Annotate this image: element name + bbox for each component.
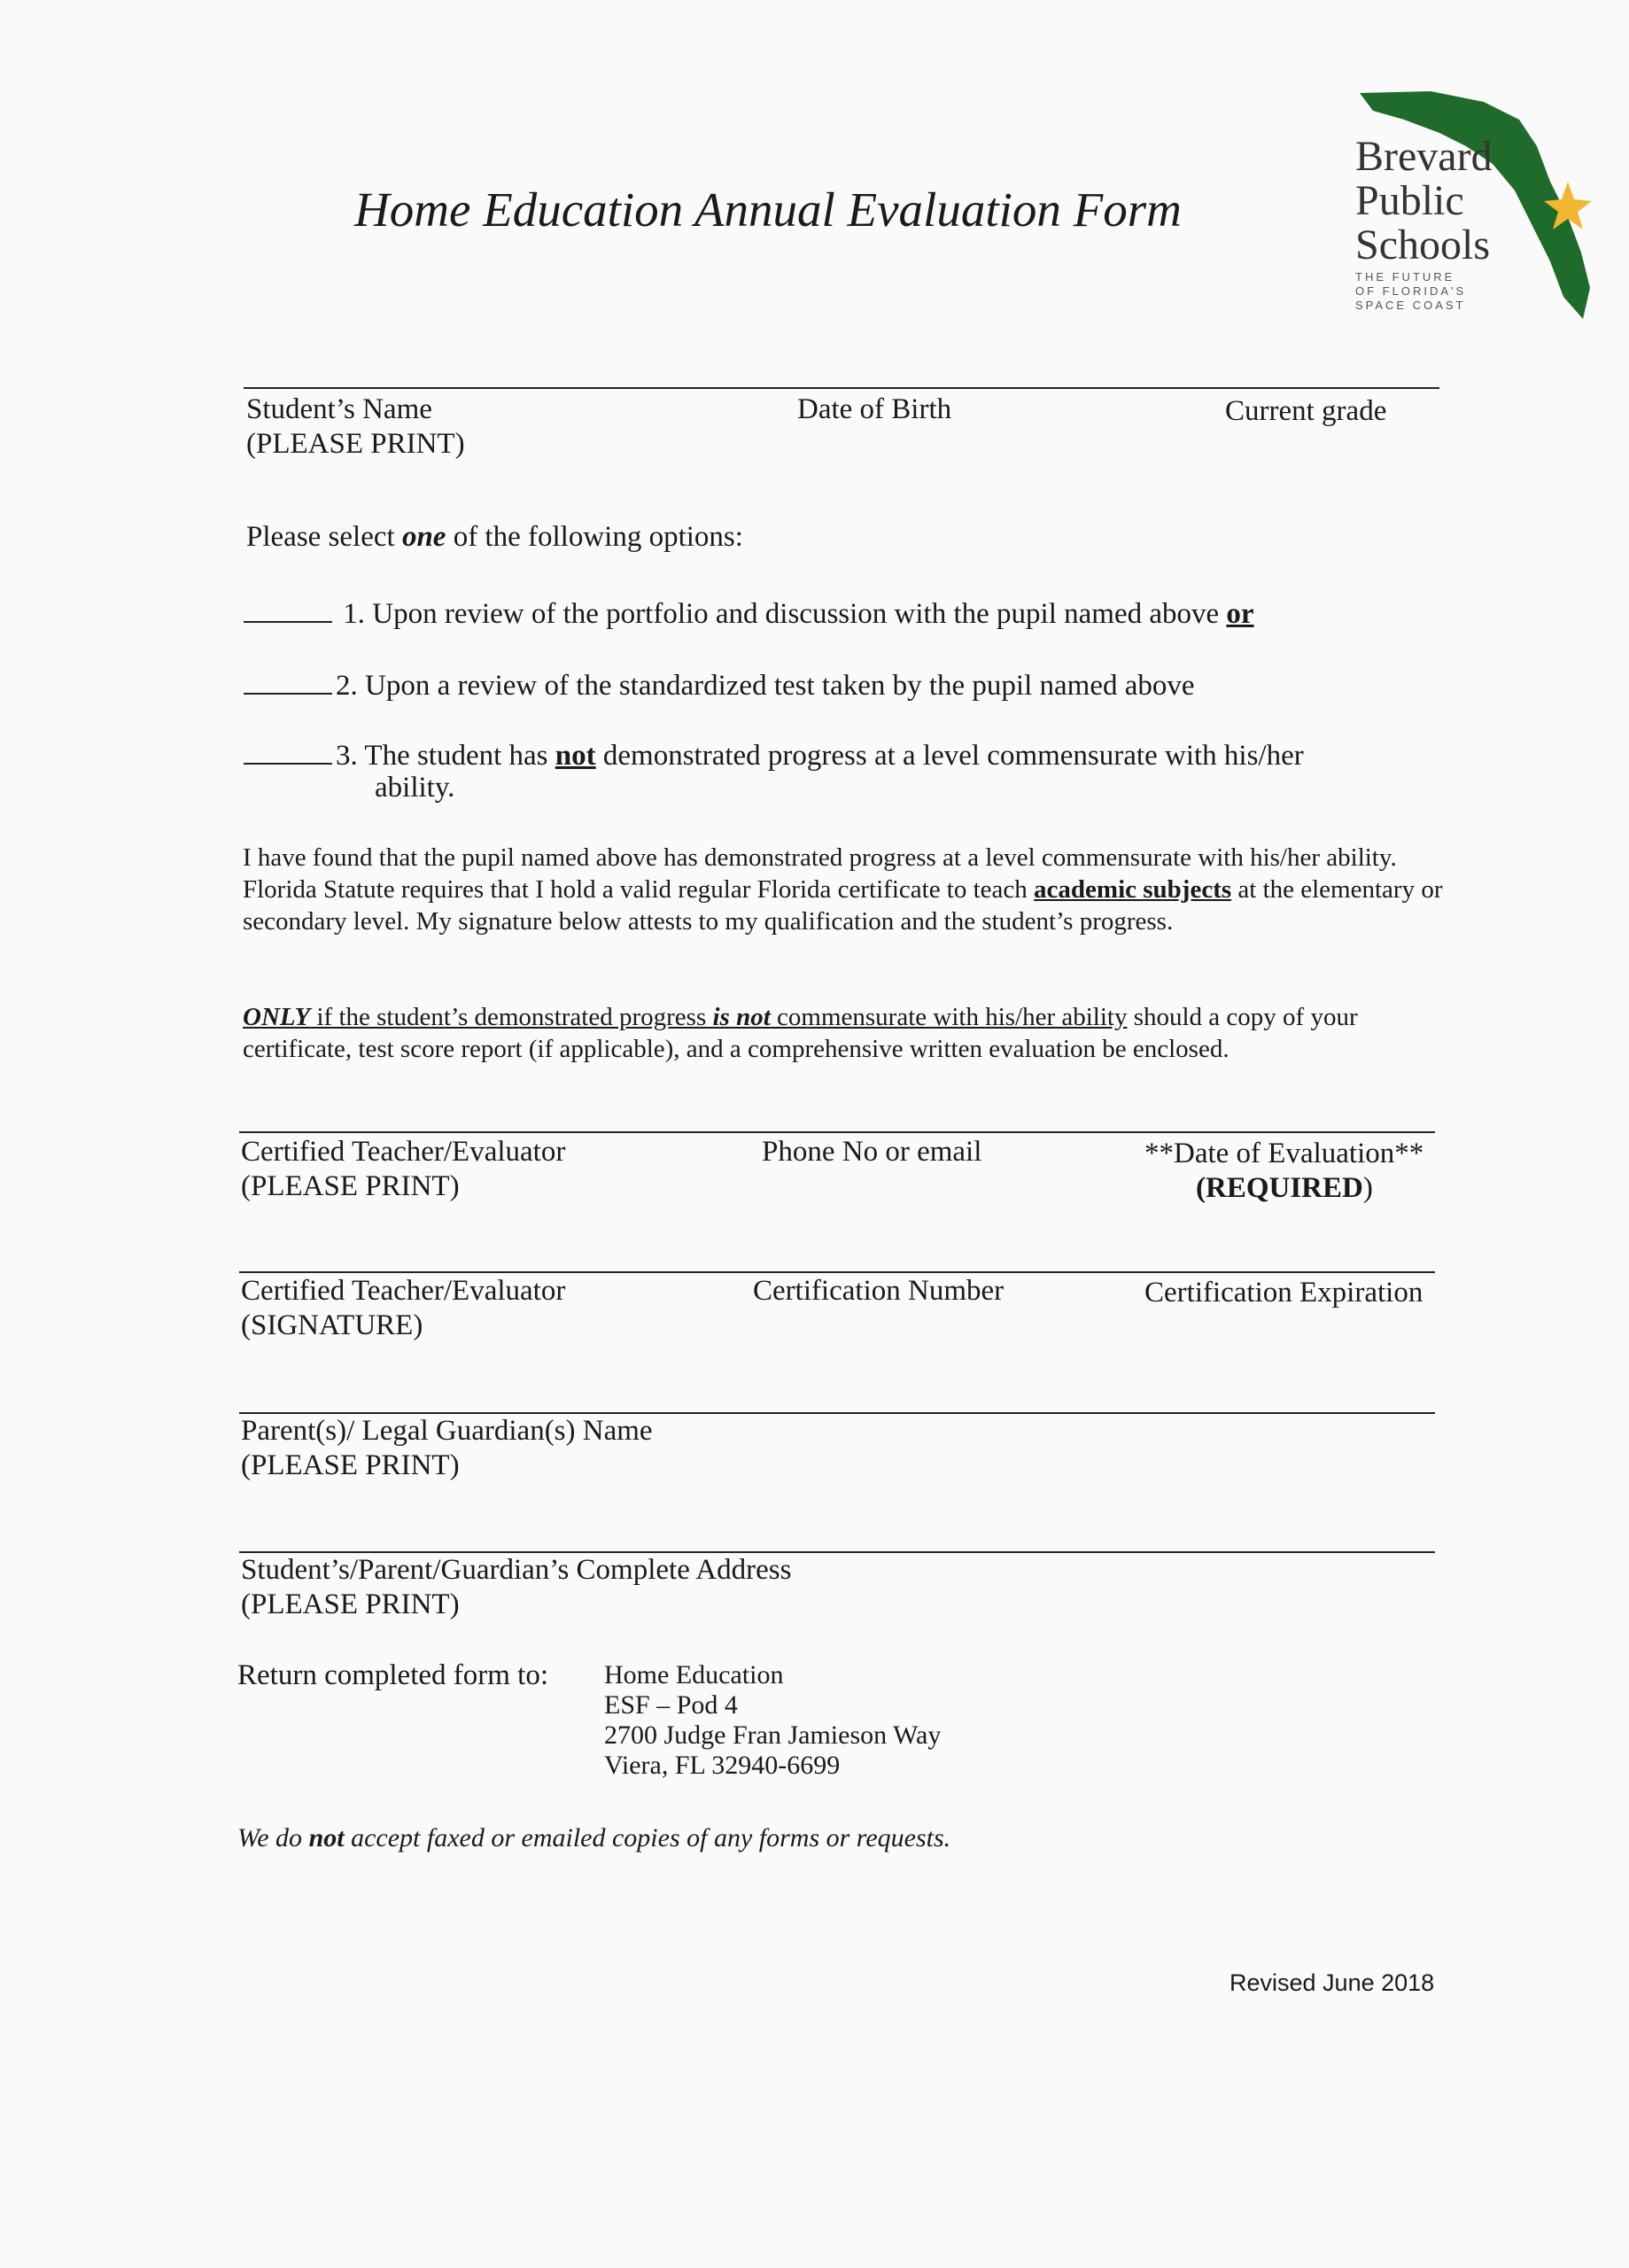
return-address-line-3: 2700 Judge Fran Jamieson Way <box>604 1720 942 1750</box>
logo-tag-3: SPACE COAST <box>1355 299 1466 312</box>
select-prompt-pre: Please select <box>246 521 402 553</box>
signature-note: (SIGNATURE) <box>241 1309 423 1341</box>
no-fax-not: not <box>308 1823 345 1852</box>
attestation-academic-subjects: academic subjects <box>1034 875 1232 904</box>
logo-line-public: Public <box>1355 177 1464 224</box>
option-3-blank[interactable] <box>244 736 332 765</box>
only-note <box>243 1001 1447 1065</box>
student-name-label: Student’s Name <box>246 393 432 425</box>
attestation-text-2: at the elementary or secondary level. My signature below attests to my qualification and the student’s progress. <box>243 875 1443 936</box>
logo-line-brevard: Brevard <box>1355 133 1493 180</box>
grade-label: Current grade <box>1225 395 1387 427</box>
select-prompt-post: of the following options: <box>446 521 743 553</box>
parent-note: (PLEASE PRINT) <box>241 1449 460 1481</box>
only-note-only: ONLY <box>243 1003 311 1031</box>
select-prompt <box>246 520 743 554</box>
only-note-part1: if the student’s demonstrated progress <box>310 1003 713 1031</box>
teacher-note: (PLEASE PRINT) <box>241 1170 460 1202</box>
return-address-line-1: Home Education <box>604 1660 784 1689</box>
no-fax-pre: We do <box>237 1823 309 1852</box>
option-1-number: 1. <box>343 598 365 630</box>
option-1-or: or <box>1226 598 1254 630</box>
select-prompt-emph: one <box>401 521 446 553</box>
dob-label: Date of Birth <box>797 393 952 425</box>
no-fax-note <box>237 1823 950 1853</box>
option-2-number: 2. <box>336 670 358 702</box>
logo-tag-2: OF FLORIDA'S <box>1355 284 1467 298</box>
option-1 <box>244 594 1254 631</box>
address-note: (PLEASE PRINT) <box>241 1588 460 1620</box>
option-3-not: not <box>555 740 596 772</box>
option-3-line2: ability. <box>375 772 455 804</box>
revision-date: Revised June 2018 <box>1230 1969 1435 1996</box>
option-1-blank[interactable] <box>244 594 332 623</box>
option-2 <box>244 666 1195 703</box>
attestation-text-1: I have found that the pupil named above has demonstrated progress at a level commensurate with his/her ability. Florida Statute requires that I hold a valid regular Florida certificate to teach <box>243 843 1397 904</box>
signature-line[interactable] <box>239 1271 1435 1273</box>
option-3-number: 3. <box>336 740 358 772</box>
return-address-line-4: Viera, FL 32940-6699 <box>604 1751 841 1780</box>
student-name-note: (PLEASE PRINT) <box>246 428 465 460</box>
teacher-info-line[interactable] <box>239 1131 1435 1133</box>
return-address-line-2: ESF – Pod 4 <box>604 1690 738 1720</box>
option-3-text-post: demonstrated progress at a level commensurate with his/her <box>595 740 1304 772</box>
no-fax-post: accept faxed or emailed copies of any forms or requests. <box>344 1823 951 1852</box>
only-note-part3: should a copy of your certificate, test score report (if applicable), and a comprehensive written evaluation be enclosed. <box>243 1003 1358 1063</box>
option-3-text-pre: The student has <box>364 740 555 772</box>
only-note-part2: commensurate with his/her ability <box>770 1003 1128 1031</box>
option-2-blank[interactable] <box>244 666 332 695</box>
attestation-paragraph <box>243 842 1447 937</box>
return-address-block <box>604 1660 941 1781</box>
parent-label: Parent(s)/ Legal Guardian(s) Name <box>241 1415 653 1447</box>
evaluation-date-required <box>1196 1171 1373 1205</box>
logo-line-schools: Schools <box>1355 221 1491 268</box>
certification-number-label: Certification Number <box>753 1275 1005 1307</box>
brevard-schools-logo <box>1351 84 1594 328</box>
teacher-label: Certified Teacher/Evaluator <box>241 1136 566 1168</box>
option-2-text: Upon a review of the standardized test taken by the pupil named above <box>365 670 1195 702</box>
required-close: ) <box>1362 1172 1373 1204</box>
address-label: Student’s/Parent/Guardian’s Complete Address <box>241 1554 792 1586</box>
phone-email-label: Phone No or email <box>762 1136 982 1168</box>
option-1-text: Upon review of the portfolio and discussion with the pupil named above <box>372 598 1227 630</box>
logo-tag-1: THE FUTURE <box>1355 270 1455 284</box>
certification-expiration-label: Certification Expiration <box>1144 1277 1423 1309</box>
only-note-is-not: is not <box>712 1003 771 1031</box>
option-3 <box>244 736 1304 773</box>
form-title: Home Education Annual Evaluation Form <box>354 183 1182 237</box>
evaluation-date-label: **Date of Evaluation** <box>1144 1138 1424 1169</box>
signature-label: Certified Teacher/Evaluator <box>241 1275 566 1307</box>
required-text: (REQUIRED <box>1196 1172 1363 1204</box>
return-label: Return completed form to: <box>237 1659 548 1691</box>
student-info-line[interactable] <box>244 387 1439 389</box>
